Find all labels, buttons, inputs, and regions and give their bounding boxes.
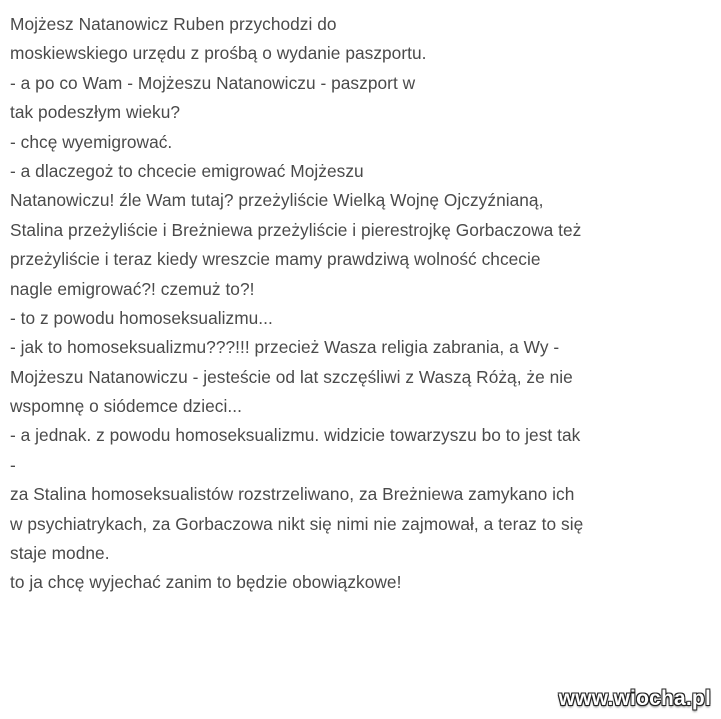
site-watermark: www.wiocha.pl: [558, 687, 711, 710]
text-line: tak podeszłym wieku?: [10, 102, 181, 123]
text-line: moskiewskiego urzędu z prośbą o wydanie paszportu.: [10, 43, 427, 64]
text-line: Mojżesz Natanowicz Ruben przychodzi do: [10, 14, 337, 34]
text-line: za Stalina homoseksualistów rozstrzeliwano, za Breżniewa zamykano ich: [10, 484, 575, 505]
text-line: w psychiatrykach, za Gorbaczowa nikt się nimi nie zajmował, a teraz to się: [10, 513, 584, 534]
text-line: - chcę wyemigrować.: [10, 131, 173, 152]
text-line: wspomnę o siódemce dzieci...: [10, 396, 242, 417]
text-line: przeżyliście i teraz kiedy wreszcie mamy prawdziwą wolność chcecie: [10, 249, 541, 270]
text-line: to ja chcę wyjechać zanim to będzie obowiązkowe!: [10, 572, 402, 593]
text-line: - a dlaczegoż to chcecie emigrować Mojżeszu: [10, 160, 364, 181]
text-line: - to z powodu homoseksualizmu...: [10, 307, 273, 328]
text-line: Stalina przeżyliście i Breżniewa przeżyliście i pierestrojkę Gorbaczowa też: [10, 219, 582, 240]
joke-text: [10, 10, 710, 598]
text-line: - jak to homoseksualizmu???!!! przecież Wasza religia zabrania, a Wy -: [10, 337, 560, 358]
text-line: - a jednak. z powodu homoseksualizmu. widzicie towarzyszu bo to jest tak: [10, 425, 581, 446]
text-line: staje modne.: [10, 543, 110, 564]
text-line: Mojżeszu Natanowiczu - jesteście od lat szczęśliwi z Waszą Różą, że nie: [10, 366, 573, 387]
text-line: - a po co Wam - Mojżeszu Natanowiczu - paszport w: [10, 72, 416, 93]
text-line: -: [10, 454, 16, 475]
text-line: nagle emigrować?! czemuż to?!: [10, 278, 255, 299]
text-line: Natanowiczu! źle Wam tutaj? przeżyliście Wielką Wojnę Ojczyźnianą,: [10, 190, 544, 211]
